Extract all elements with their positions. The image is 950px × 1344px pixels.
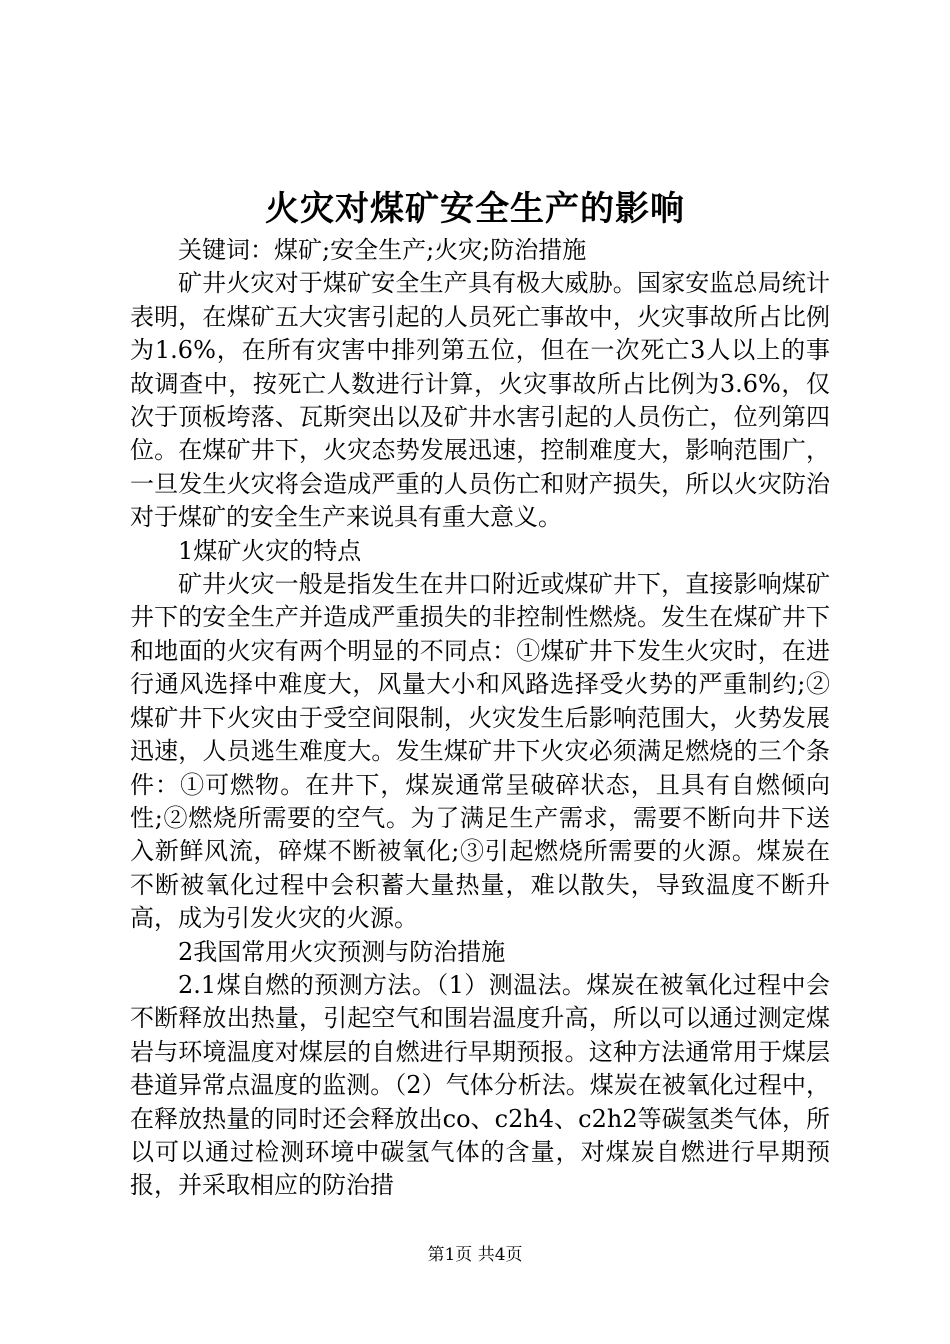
section-heading-2: 2我国常用火灾预测与防治措施 — [178, 937, 506, 966]
document-title: 火灾对煤矿安全生产的影响 — [265, 189, 685, 229]
section-1-paragraph: 矿井火灾一般是指发生在井口附近或煤矿井下，直接影响煤矿井下的安全生产并造成严重损失的非控制性燃烧。发生在煤矿井下和地面的火灾有两个明显的不同点：①煤矿井下发生火灾时，在进行通风选择中难度大，风量大小和风路选择受火势的严重制约;②煤矿井下火灾由于受空间限制，火灾发生后影响范围大，火势发展迅速，人员逃生难度大。发生煤矿井下火灾必须满足燃烧的三个条件：①可燃物。在井下，煤炭通常呈破碎状态，且具有自燃倾向性;②燃烧所需要的空气。为了满足生产需求，需要不断向井下送入新鲜风流，碎煤不断被氧化;③引起燃烧所需要的火源。煤炭在不断被氧化过程中会积蓄大量热量，难以散失，导致温度不断升高，成为引发火灾的火源。 — [130, 570, 830, 933]
document-body — [130, 234, 830, 1203]
page-number-footer: 第1页 共4页 — [427, 1245, 523, 1265]
intro-paragraph: 矿井火灾对于煤矿安全生产具有极大威胁。国家安监总局统计表明，在煤矿五大灾害引起的人员死亡事故中，火灾事故所占比例为1.6%，在所有灾害中排列第五位，但在一次死亡3人以上的事故调查中，按死亡人数进行计算，火灾事故所占比例为3.6%，仅次于顶板垮落、瓦斯突出以及矿井水害引起的人员伤亡，位列第四位。在煤矿井下，火灾态势发展迅速，控制难度大，影响范围广，一旦发生火灾将会造成严重的人员伤亡和财产损失，所以火灾防治对于煤矿的安全生产来说具有重大意义。 — [130, 269, 830, 532]
keywords-paragraph: 关键词：煤矿;安全生产;火灾;防治措施 — [178, 236, 587, 264]
section-2-1-paragraph: 2.1煤自燃的预测方法。（1）测温法。煤炭在被氧化过程中会不断释放出热量，引起空气和围岩温度升高，所以可以通过测定煤岩与环境温度对煤层的自燃进行早期预报。这种方法通常用于煤层巷道异常点温度的监测。（2）气体分析法。煤炭在被氧化过程中，在释放热量的同时还会释放出co、c2h4、c2h2等碳氢类气体，所以可以通过检测环境中碳氢气体的含量，对煤炭自燃进行早期预报，并采取相应的防治措 — [130, 970, 830, 1200]
section-heading-1: 1煤矿火灾的特点 — [178, 536, 362, 565]
